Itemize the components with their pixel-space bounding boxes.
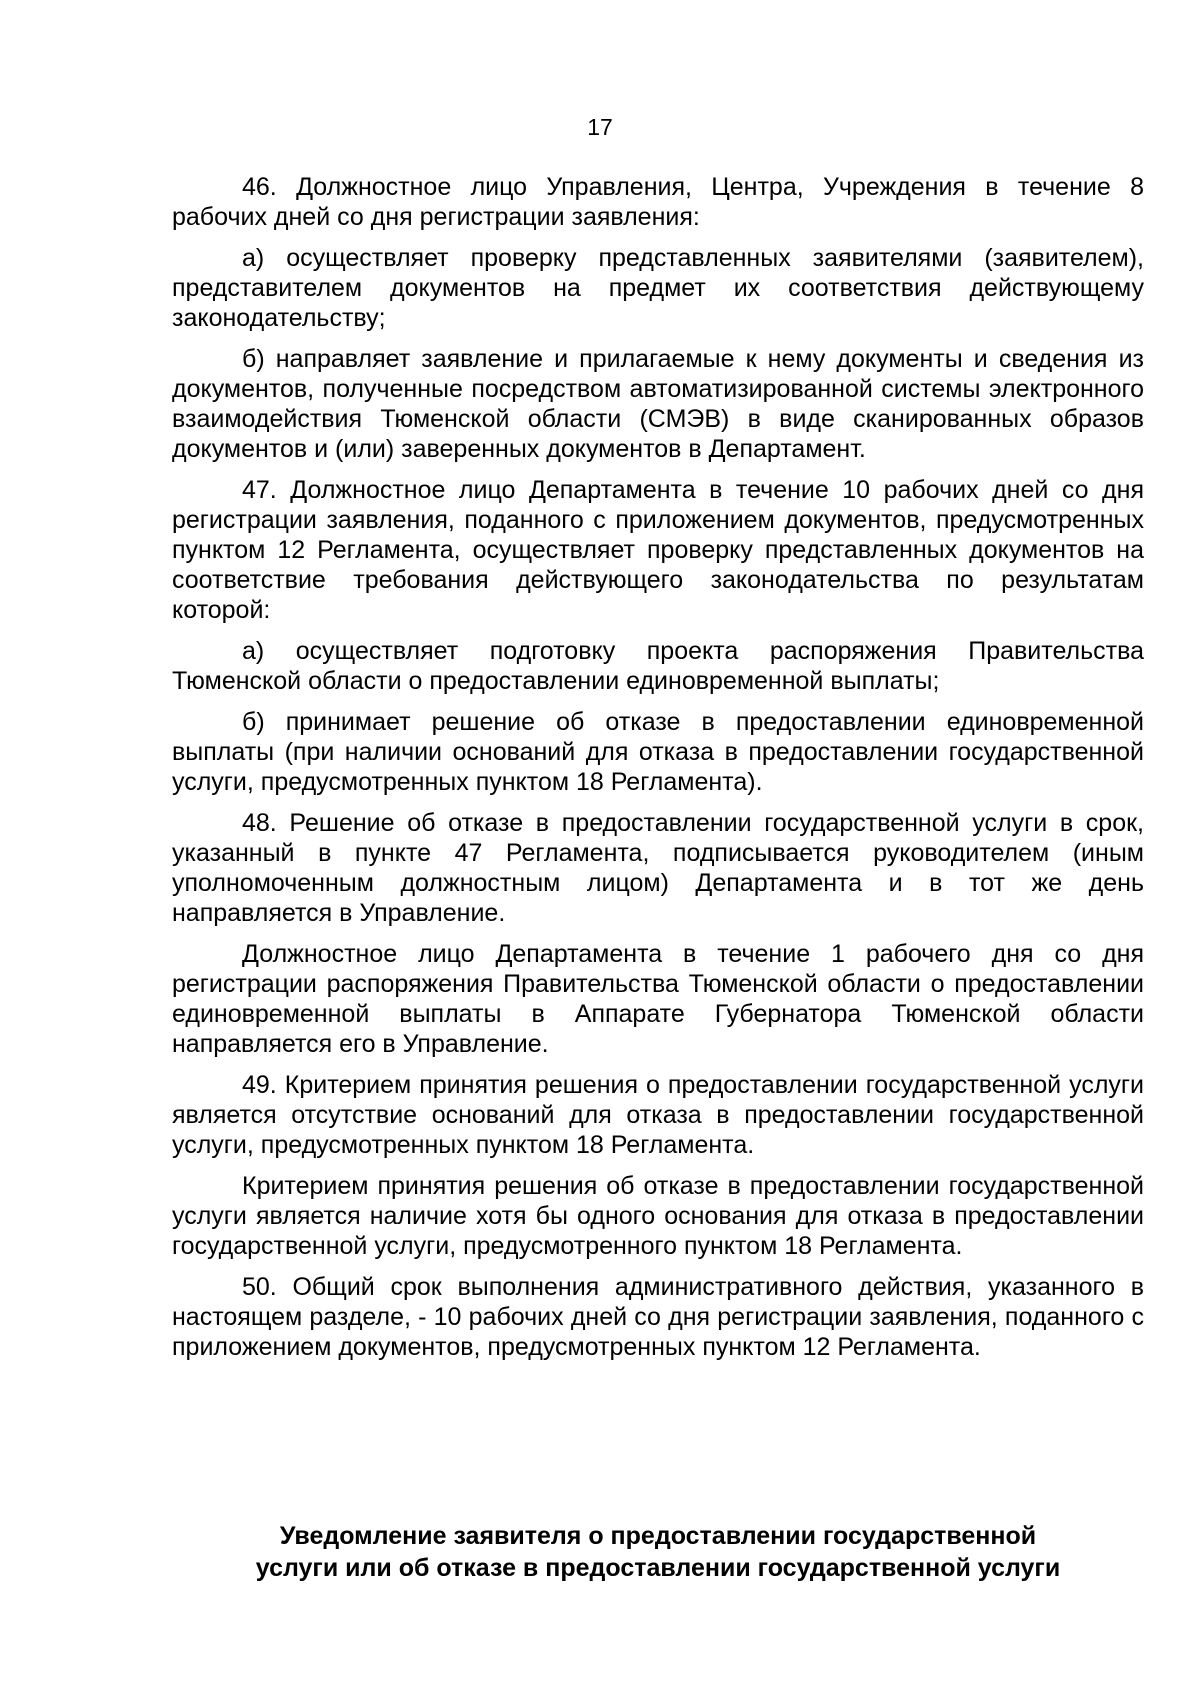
paragraph-48: 48. Решение об отказе в предоставлении государственной услуги в срок, указанный в пункте 47 Регламента, подписывается руководителем (иным уполномоченным должностным лицом) Департамента и в тот же день направляется в Управление. <box>172 809 1144 927</box>
paragraph-49: 49. Критерием принятия решения о предоставлении государственной услуги является отсутствие оснований для отказа в предоставлении государственной услуги, предусмотренных пунктом 18 Регламента. <box>172 1071 1144 1159</box>
section-heading-line-2: услуги или об отказе в предоставлении государственной услуги <box>255 1554 1061 1582</box>
document-body <box>172 172 1144 1373</box>
paragraph-50: 50. Общий срок выполнения административного действия, указанного в настоящем разделе, - 10 рабочих дней со дня регистрации заявления, поданного с приложением документов, предусмотренных пунктом 12 Регламента. <box>172 1273 1144 1361</box>
paragraph-47: 47. Должностное лицо Департамента в течение 10 рабочих дней со дня регистрации заявления, поданного с приложением документов, предусмотренных пунктом 12 Регламента, осуществляет проверку представленных документов на соответствие требования действующего законодательства по результатам которой: <box>172 476 1144 624</box>
paragraph-49-cont: Критерием принятия решения об отказе в предоставлении государственной услуги является наличие хотя бы одного основания для отказа в предоставлении государственной услуги, предусмотренного пунктом 18 Регламента. <box>172 1172 1144 1260</box>
section-heading <box>172 1520 1144 1584</box>
paragraph-48-cont: Должностное лицо Департамента в течение 1 рабочего дня со дня регистрации распоряжения Правительства Тюменской области о предоставлении единовременной выплаты в Аппарате Губернатора Тюменской области направляется его в Управление. <box>172 940 1144 1058</box>
paragraph-46-a: а) осуществляет проверку представленных заявителями (заявителем), представителем документов на предмет их соответствия действующему законодательству; <box>172 244 1144 332</box>
page-number: 17 <box>587 114 613 140</box>
paragraph-46: 46. Должностное лицо Управления, Центра, Учреждения в течение 8 рабочих дней со дня регистрации заявления: <box>172 173 1144 231</box>
section-heading-line-1: Уведомление заявителя о предоставлении государственной <box>279 1522 1037 1550</box>
paragraph-47-a: а) осуществляет подготовку проекта распоряжения Правительства Тюменской области о предоставлении единовременной выплаты; <box>172 637 1144 695</box>
paragraph-47-b: б) принимает решение об отказе в предоставлении единовременной выплаты (при наличии оснований для отказа в предоставлении государственной услуги, предусмотренных пунктом 18 Регламента). <box>172 708 1144 796</box>
paragraph-46-b: б) направляет заявление и прилагаемые к нему документы и сведения из документов, полученные посредством автоматизированной системы электронного взаимодействия Тюменской области (СМЭВ) в виде сканированных образов документов и (или) заверенных документов в Департамент. <box>172 345 1144 463</box>
